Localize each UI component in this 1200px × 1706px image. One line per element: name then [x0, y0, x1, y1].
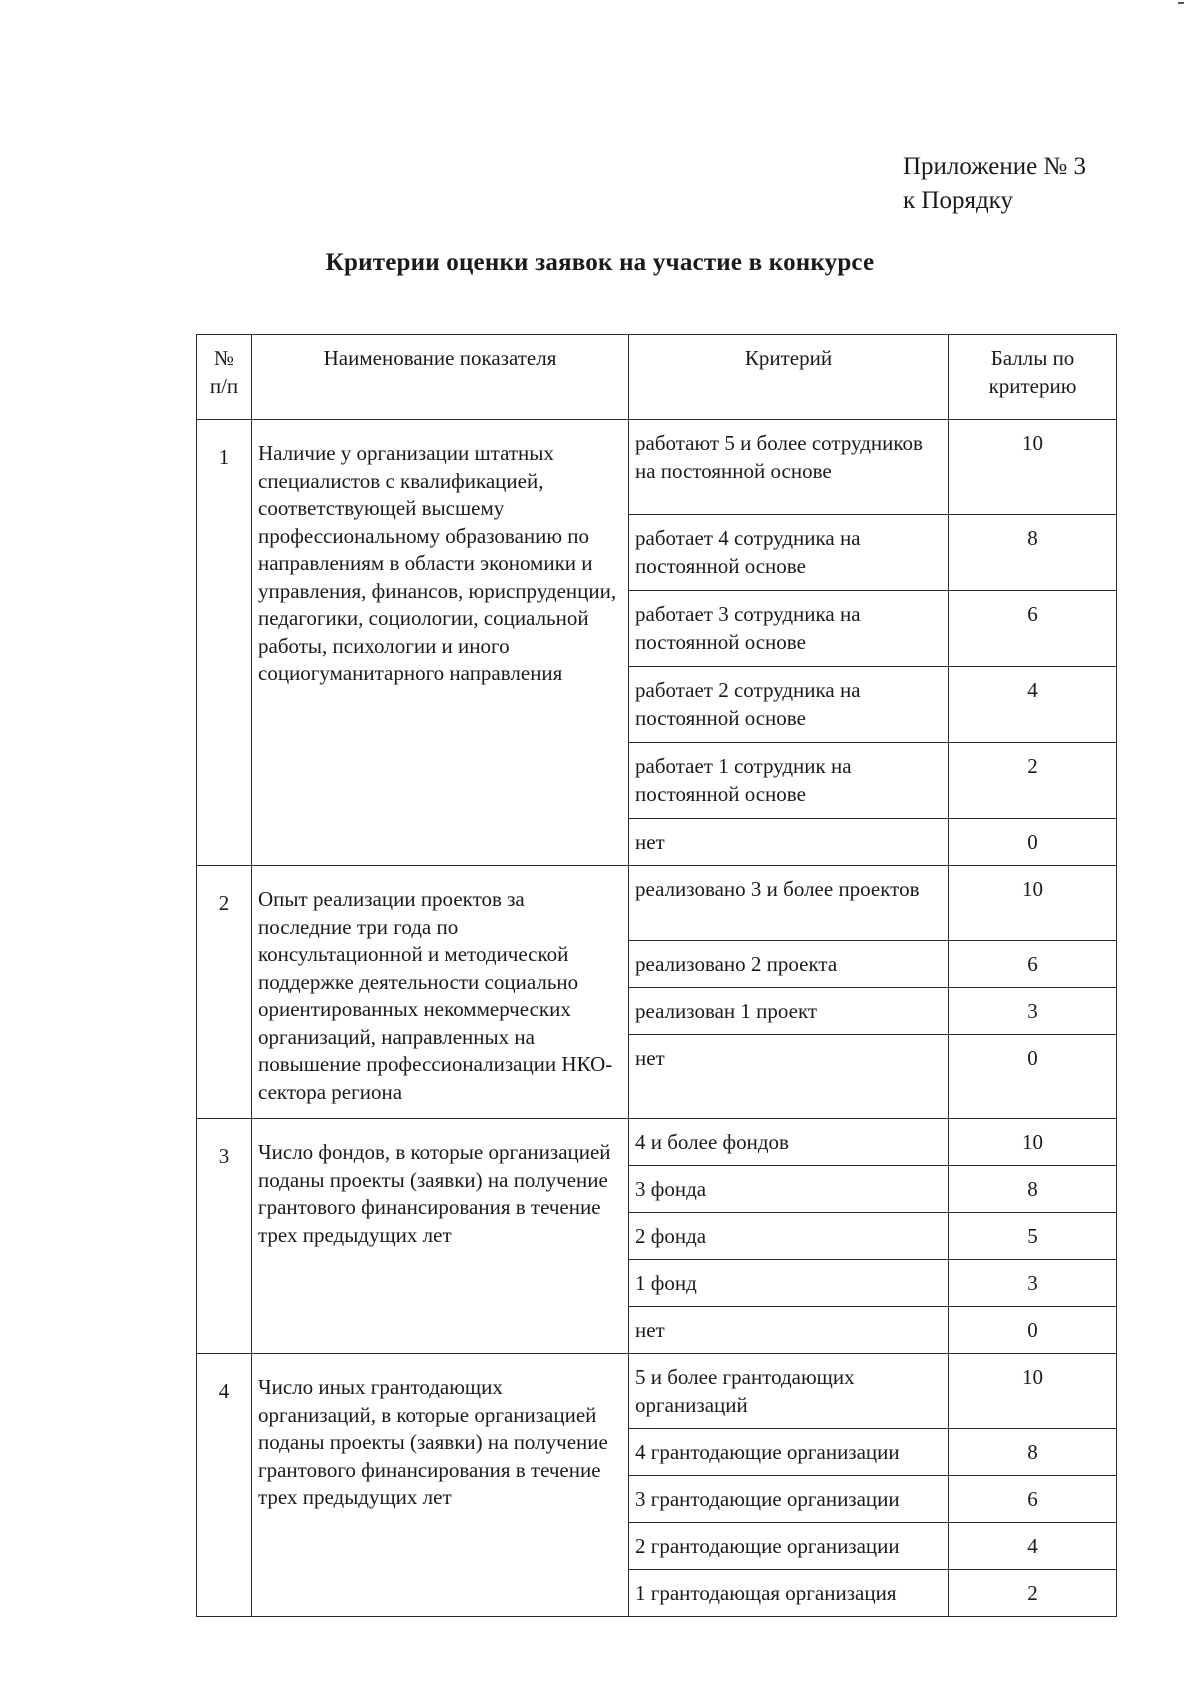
indicator-name: Наличие у организации штатных специалистов с квалификацией, соответствующей высшему профессиональному образованию по направлениям в области экономики и управления, финансов, юриспруденции, педагогики, социологии, социальной работы, психологии и иного социогуманитарного направления: [252, 420, 629, 866]
score-cell: 10: [949, 1354, 1117, 1429]
score-cell: 4: [949, 1523, 1117, 1570]
indicator-name: Число фондов, в которые организацией поданы проекты (заявки) на получение грантового финансирования в течение трех предыдущих лет: [252, 1119, 629, 1354]
score-cell: 6: [949, 591, 1117, 667]
score-cell: 8: [949, 515, 1117, 591]
appendix-number: Приложение № 3: [903, 153, 1087, 180]
criterion-cell: 5 и более грантодающих организаций: [629, 1354, 949, 1429]
criteria-table-body: [197, 420, 1117, 1617]
criterion-cell: 1 грантодающая организация: [629, 1570, 949, 1617]
criterion-cell: работает 2 сотрудника на постоянной основе: [629, 667, 949, 743]
score-cell: 2: [949, 1570, 1117, 1617]
column-header-criterion: Критерий: [629, 335, 949, 420]
appendix-header: [903, 150, 1086, 218]
group-number: 2: [197, 866, 252, 1119]
score-cell: 0: [949, 819, 1117, 866]
score-cell: 8: [949, 1166, 1117, 1213]
table-row: [197, 1354, 1117, 1429]
column-header-indicator: Наименование показателя: [252, 335, 629, 420]
document-title: Критерии оценки заявок на участие в конкурсе: [325, 249, 875, 276]
indicator-name: Опыт реализации проектов за последние три года по консультационной и методической поддержке деятельности социально ориентированных некоммерческих организаций, направленных на повышение профессионализации НКО-сектора региона: [252, 866, 629, 1119]
score-cell: 3: [949, 988, 1117, 1035]
criterion-cell: реализовано 2 проекта: [629, 941, 949, 988]
criterion-cell: 1 фонд: [629, 1260, 949, 1307]
criterion-cell: нет: [629, 819, 949, 866]
score-cell: 2: [949, 743, 1117, 819]
group-number: 3: [197, 1119, 252, 1354]
table-row: [197, 420, 1117, 515]
criterion-cell: 4 грантодающие организации: [629, 1429, 949, 1476]
criterion-cell: работает 4 сотрудника на постоянной основе: [629, 515, 949, 591]
score-cell: 5: [949, 1213, 1117, 1260]
group-number: 4: [197, 1354, 252, 1617]
score-cell: 8: [949, 1429, 1117, 1476]
table-header-row: [197, 335, 1117, 420]
criterion-cell: работает 3 сотрудника на постоянной основе: [629, 591, 949, 667]
score-cell: 4: [949, 667, 1117, 743]
score-cell: 0: [949, 1035, 1117, 1119]
criterion-cell: работают 5 и более сотрудников на постоянной основе: [629, 420, 949, 515]
criterion-cell: 2 фонда: [629, 1213, 949, 1260]
criterion-cell: нет: [629, 1035, 949, 1119]
score-cell: 6: [949, 1476, 1117, 1523]
criteria-table: [196, 334, 1117, 1617]
table-row: [197, 1119, 1117, 1166]
group-number: 1: [197, 420, 252, 866]
score-cell: 10: [949, 420, 1117, 515]
score-cell: 0: [949, 1307, 1117, 1354]
criterion-cell: 2 грантодающие организации: [629, 1523, 949, 1570]
score-cell: 3: [949, 1260, 1117, 1307]
criterion-cell: нет: [629, 1307, 949, 1354]
table-row: [197, 866, 1117, 941]
criterion-cell: работает 1 сотрудник на постоянной основе: [629, 743, 949, 819]
scan-mark: [1178, 2, 1184, 4]
column-header-score: Баллы по критерию: [949, 335, 1117, 420]
criterion-cell: 4 и более фондов: [629, 1119, 949, 1166]
criterion-cell: реализован 1 проект: [629, 988, 949, 1035]
score-cell: 10: [949, 1119, 1117, 1166]
indicator-name: Число иных грантодающих организаций, в которые организацией поданы проекты (заявки) на получение грантового финансирования в течение трех предыдущих лет: [252, 1354, 629, 1617]
score-cell: 6: [949, 941, 1117, 988]
criterion-cell: 3 грантодающие организации: [629, 1476, 949, 1523]
criterion-cell: реализовано 3 и более проектов: [629, 866, 949, 941]
criterion-cell: 3 фонда: [629, 1166, 949, 1213]
score-cell: 10: [949, 866, 1117, 941]
column-header-number: № п/п: [197, 335, 252, 420]
appendix-reference: к Порядку: [903, 187, 1013, 214]
